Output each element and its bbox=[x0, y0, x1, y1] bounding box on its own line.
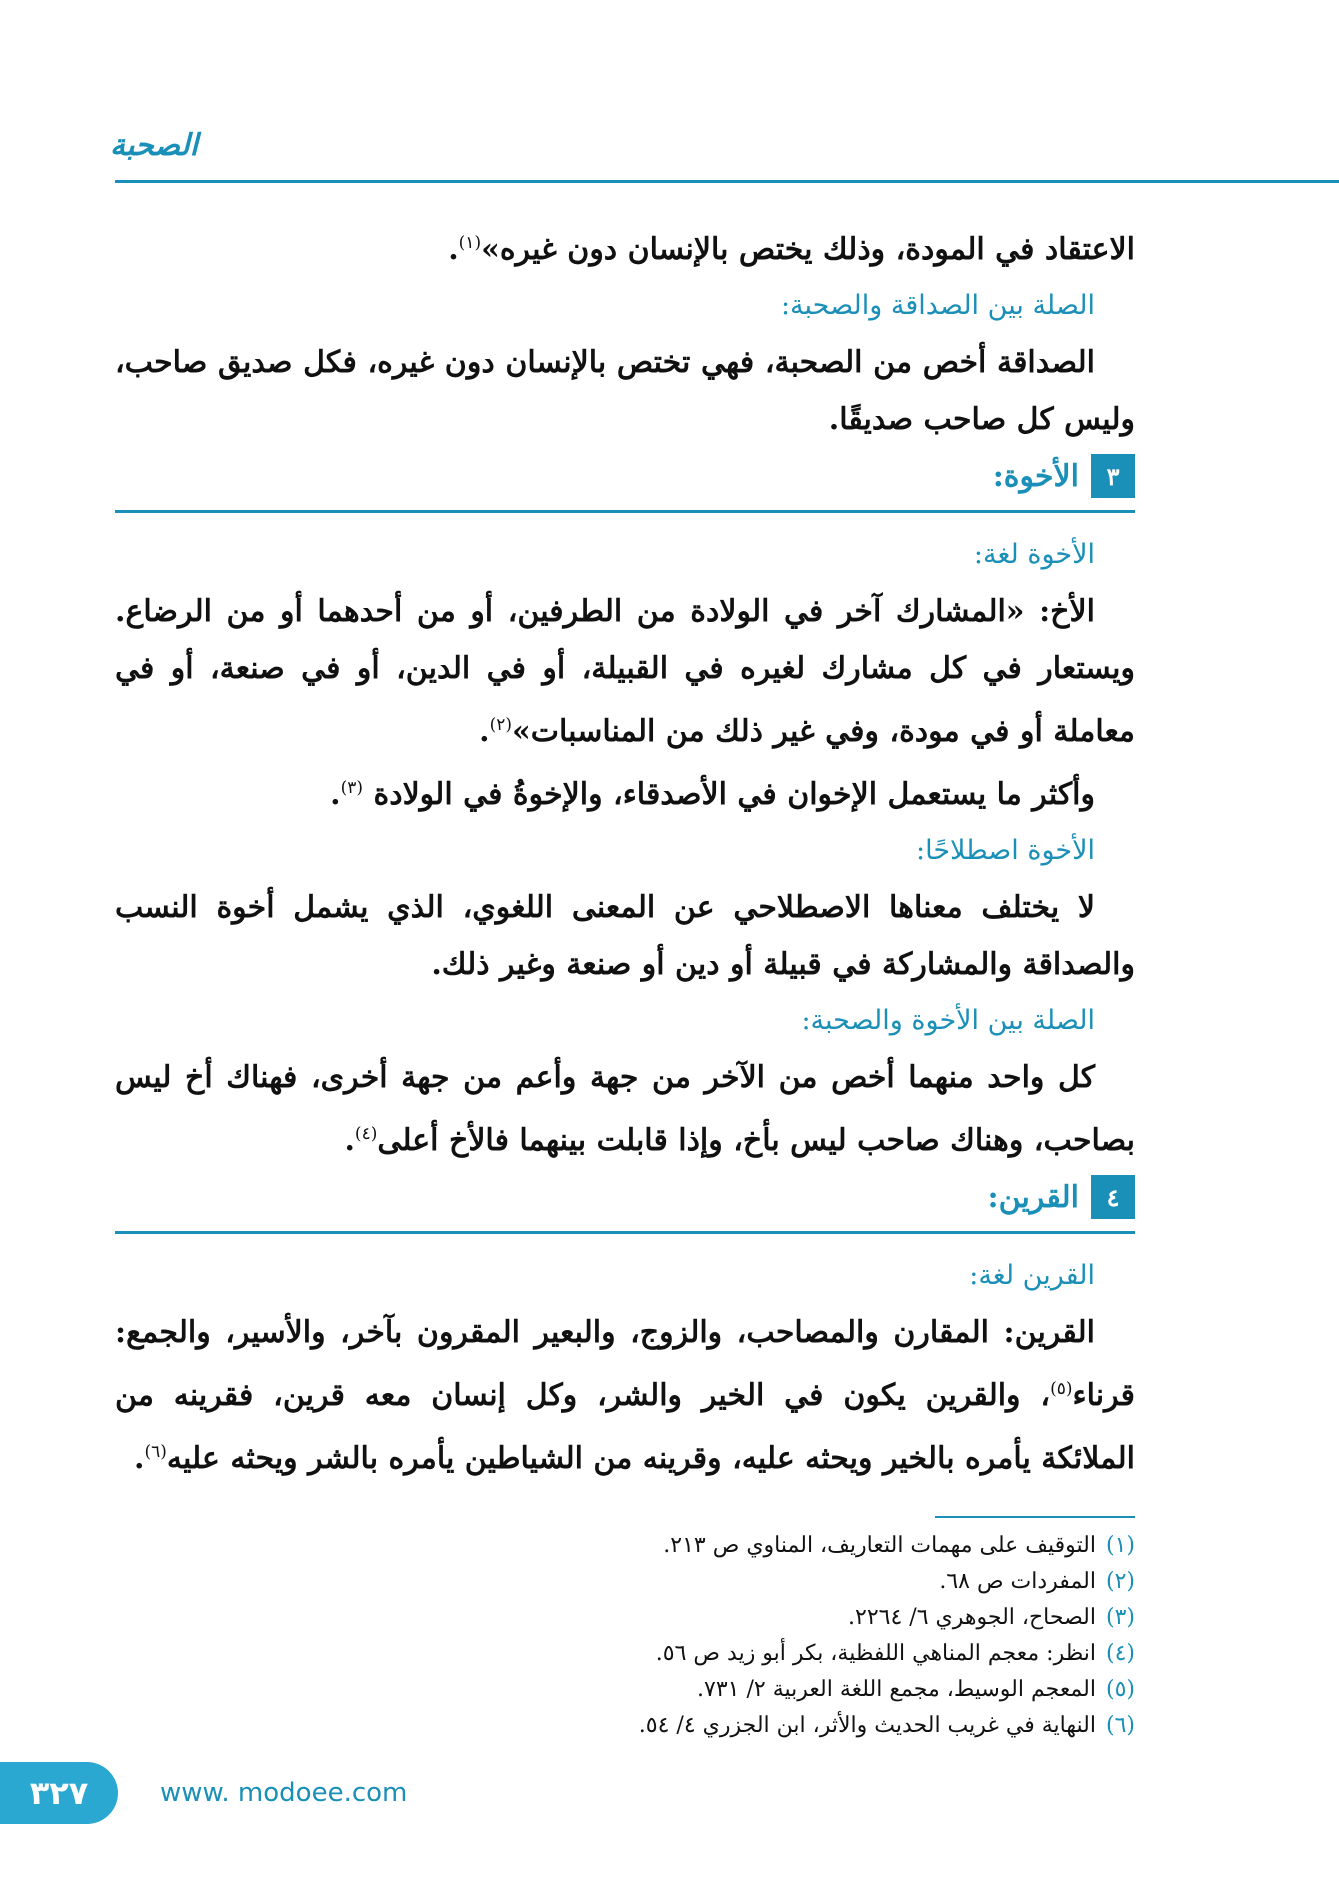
footnote-1 bbox=[540, 1528, 1135, 1564]
paragraph-7-end: . bbox=[134, 1441, 145, 1476]
footnote-2-num: (٢) bbox=[1105, 1569, 1135, 1594]
section-4-number: ٤ bbox=[1091, 1175, 1135, 1219]
footnote-2-text: المفردات ص ٦٨. bbox=[939, 1569, 1096, 1594]
section-3-heading bbox=[115, 452, 1135, 500]
website-link[interactable]: www. modoee.com bbox=[160, 1778, 408, 1808]
paragraph-7-text-b: ، والقرين يكون في الخير والشر، وكل إنسان معه قرين، فقرينه من الملائكة يأمره بالخير ويحثه عليه، وقرينه من الشياطين يأمره بالشر ويحثه عليه bbox=[115, 1378, 1135, 1476]
section-4-rule bbox=[115, 1231, 1135, 1234]
paragraph-1-end: . bbox=[448, 232, 459, 267]
subheading-companion-lang: القرين لغة: bbox=[969, 1260, 1095, 1291]
paragraph-4-end: . bbox=[330, 777, 341, 812]
footnote-2 bbox=[540, 1564, 1135, 1600]
footnote-4 bbox=[540, 1636, 1135, 1672]
subheading-brotherhood-term: الأخوة اصطلاحًا: bbox=[916, 835, 1095, 866]
paragraph-6 bbox=[115, 1049, 1135, 1169]
paragraph-3 bbox=[115, 583, 1135, 760]
footnote-3-num: (٣) bbox=[1105, 1605, 1135, 1630]
paragraph-6-end: . bbox=[344, 1123, 355, 1158]
footnote-6 bbox=[540, 1708, 1135, 1744]
page-number-tab bbox=[0, 1762, 118, 1824]
subheading-friendship-relation: الصلة بين الصداقة والصحبة: bbox=[780, 290, 1095, 321]
page-body bbox=[115, 215, 1135, 1487]
header-rule bbox=[115, 180, 1339, 183]
paragraph-4-text: وأكثر ما يستعمل الإخوان في الأصدقاء، والإخوةُ في الولادة bbox=[363, 777, 1095, 812]
section-4-heading bbox=[115, 1173, 1135, 1221]
footnote-6-text: النهاية في غريب الحديث والأثر، ابن الجزري ٤/ ٥٤. bbox=[638, 1713, 1096, 1738]
paragraph-7 bbox=[115, 1304, 1135, 1487]
footnote-ref-1: (١) bbox=[458, 233, 482, 253]
footnote-ref-4: (٤) bbox=[354, 1124, 378, 1144]
footnote-ref-6: (٦) bbox=[144, 1442, 167, 1462]
footnote-4-num: (٤) bbox=[1105, 1641, 1135, 1666]
section-3-title: الأخوة: bbox=[992, 458, 1079, 494]
footnote-1-text: التوقيف على مهمات التعاريف، المناوي ص ٢١٣. bbox=[663, 1533, 1096, 1558]
subheading-brotherhood-lang: الأخوة لغة: bbox=[973, 539, 1095, 570]
section-4-title: القرين: bbox=[987, 1179, 1079, 1215]
footnote-3-text: الصحاح، الجوهري ٦/ ٢٢٦٤. bbox=[848, 1605, 1096, 1630]
running-header-title: الصحبة bbox=[110, 128, 198, 163]
footnote-ref-3: (٣) bbox=[340, 778, 364, 798]
footnote-3 bbox=[540, 1600, 1135, 1636]
footnote-6-num: (٦) bbox=[1105, 1713, 1135, 1738]
paragraph-1 bbox=[115, 215, 1135, 278]
footnote-ref-5: (٥) bbox=[1050, 1379, 1073, 1399]
footnote-5-num: (٥) bbox=[1105, 1677, 1135, 1702]
paragraph-1-text: الاعتقاد في المودة، وذلك يختص بالإنسان دون غيره» bbox=[481, 232, 1135, 267]
page-number: ٣٢٧ bbox=[29, 1774, 89, 1812]
paragraph-3-end: . bbox=[479, 714, 490, 749]
footnotes bbox=[540, 1528, 1135, 1744]
paragraph-3-text: الأخ: «المشارك آخر في الولادة من الطرفين، أو من أحدهما أو من الرضاع. ويستعار في كل مشارك لغيره في القبيلة، أو في الدين، أو في صنعة، أو في معاملة أو في مودة، وفي غير ذلك من المناسبات» bbox=[115, 594, 1135, 749]
section-3-number: ٣ bbox=[1091, 454, 1135, 498]
footnotes-rule bbox=[935, 1516, 1135, 1518]
paragraph-2: الصداقة أخص من الصحبة، فهي تختص بالإنسان دون غيره، فكل صديق صاحب، وليس كل صاحب صديقًا. bbox=[115, 345, 1135, 437]
footnote-5 bbox=[540, 1672, 1135, 1708]
paragraph-5: لا يختلف معناها الاصطلاحي عن المعنى اللغوي، الذي يشمل أخوة النسب والصداقة والمشاركة في قبيلة أو دين أو صنعة وغير ذلك. bbox=[115, 890, 1135, 982]
subheading-brotherhood-relation: الصلة بين الأخوة والصحبة: bbox=[801, 1005, 1095, 1036]
footnote-ref-2: (٢) bbox=[489, 715, 513, 735]
paragraph-7-text-a: القرين: المقارن والمصاحب، والزوج، والبعير المقرون بآخر، والأسير، والجمع: قرناء bbox=[115, 1315, 1135, 1413]
footnote-4-text: انظر: معجم المناهي اللفظية، بكر أبو زيد ص ٥٦. bbox=[655, 1641, 1096, 1666]
paragraph-6-text: كل واحد منهما أخص من الآخر من جهة وأعم من جهة أخرى، فهناك أخ ليس بصاحب، وهناك صاحب ليس بأخ، وإذا قابلت بينهما فالأخ أعلى bbox=[115, 1060, 1135, 1158]
footnote-1-num: (١) bbox=[1105, 1533, 1135, 1558]
paragraph-4 bbox=[115, 760, 1135, 823]
section-3-rule bbox=[115, 510, 1135, 513]
footnote-5-text: المعجم الوسيط، مجمع اللغة العربية ٢/ ٧٣١. bbox=[697, 1677, 1096, 1702]
